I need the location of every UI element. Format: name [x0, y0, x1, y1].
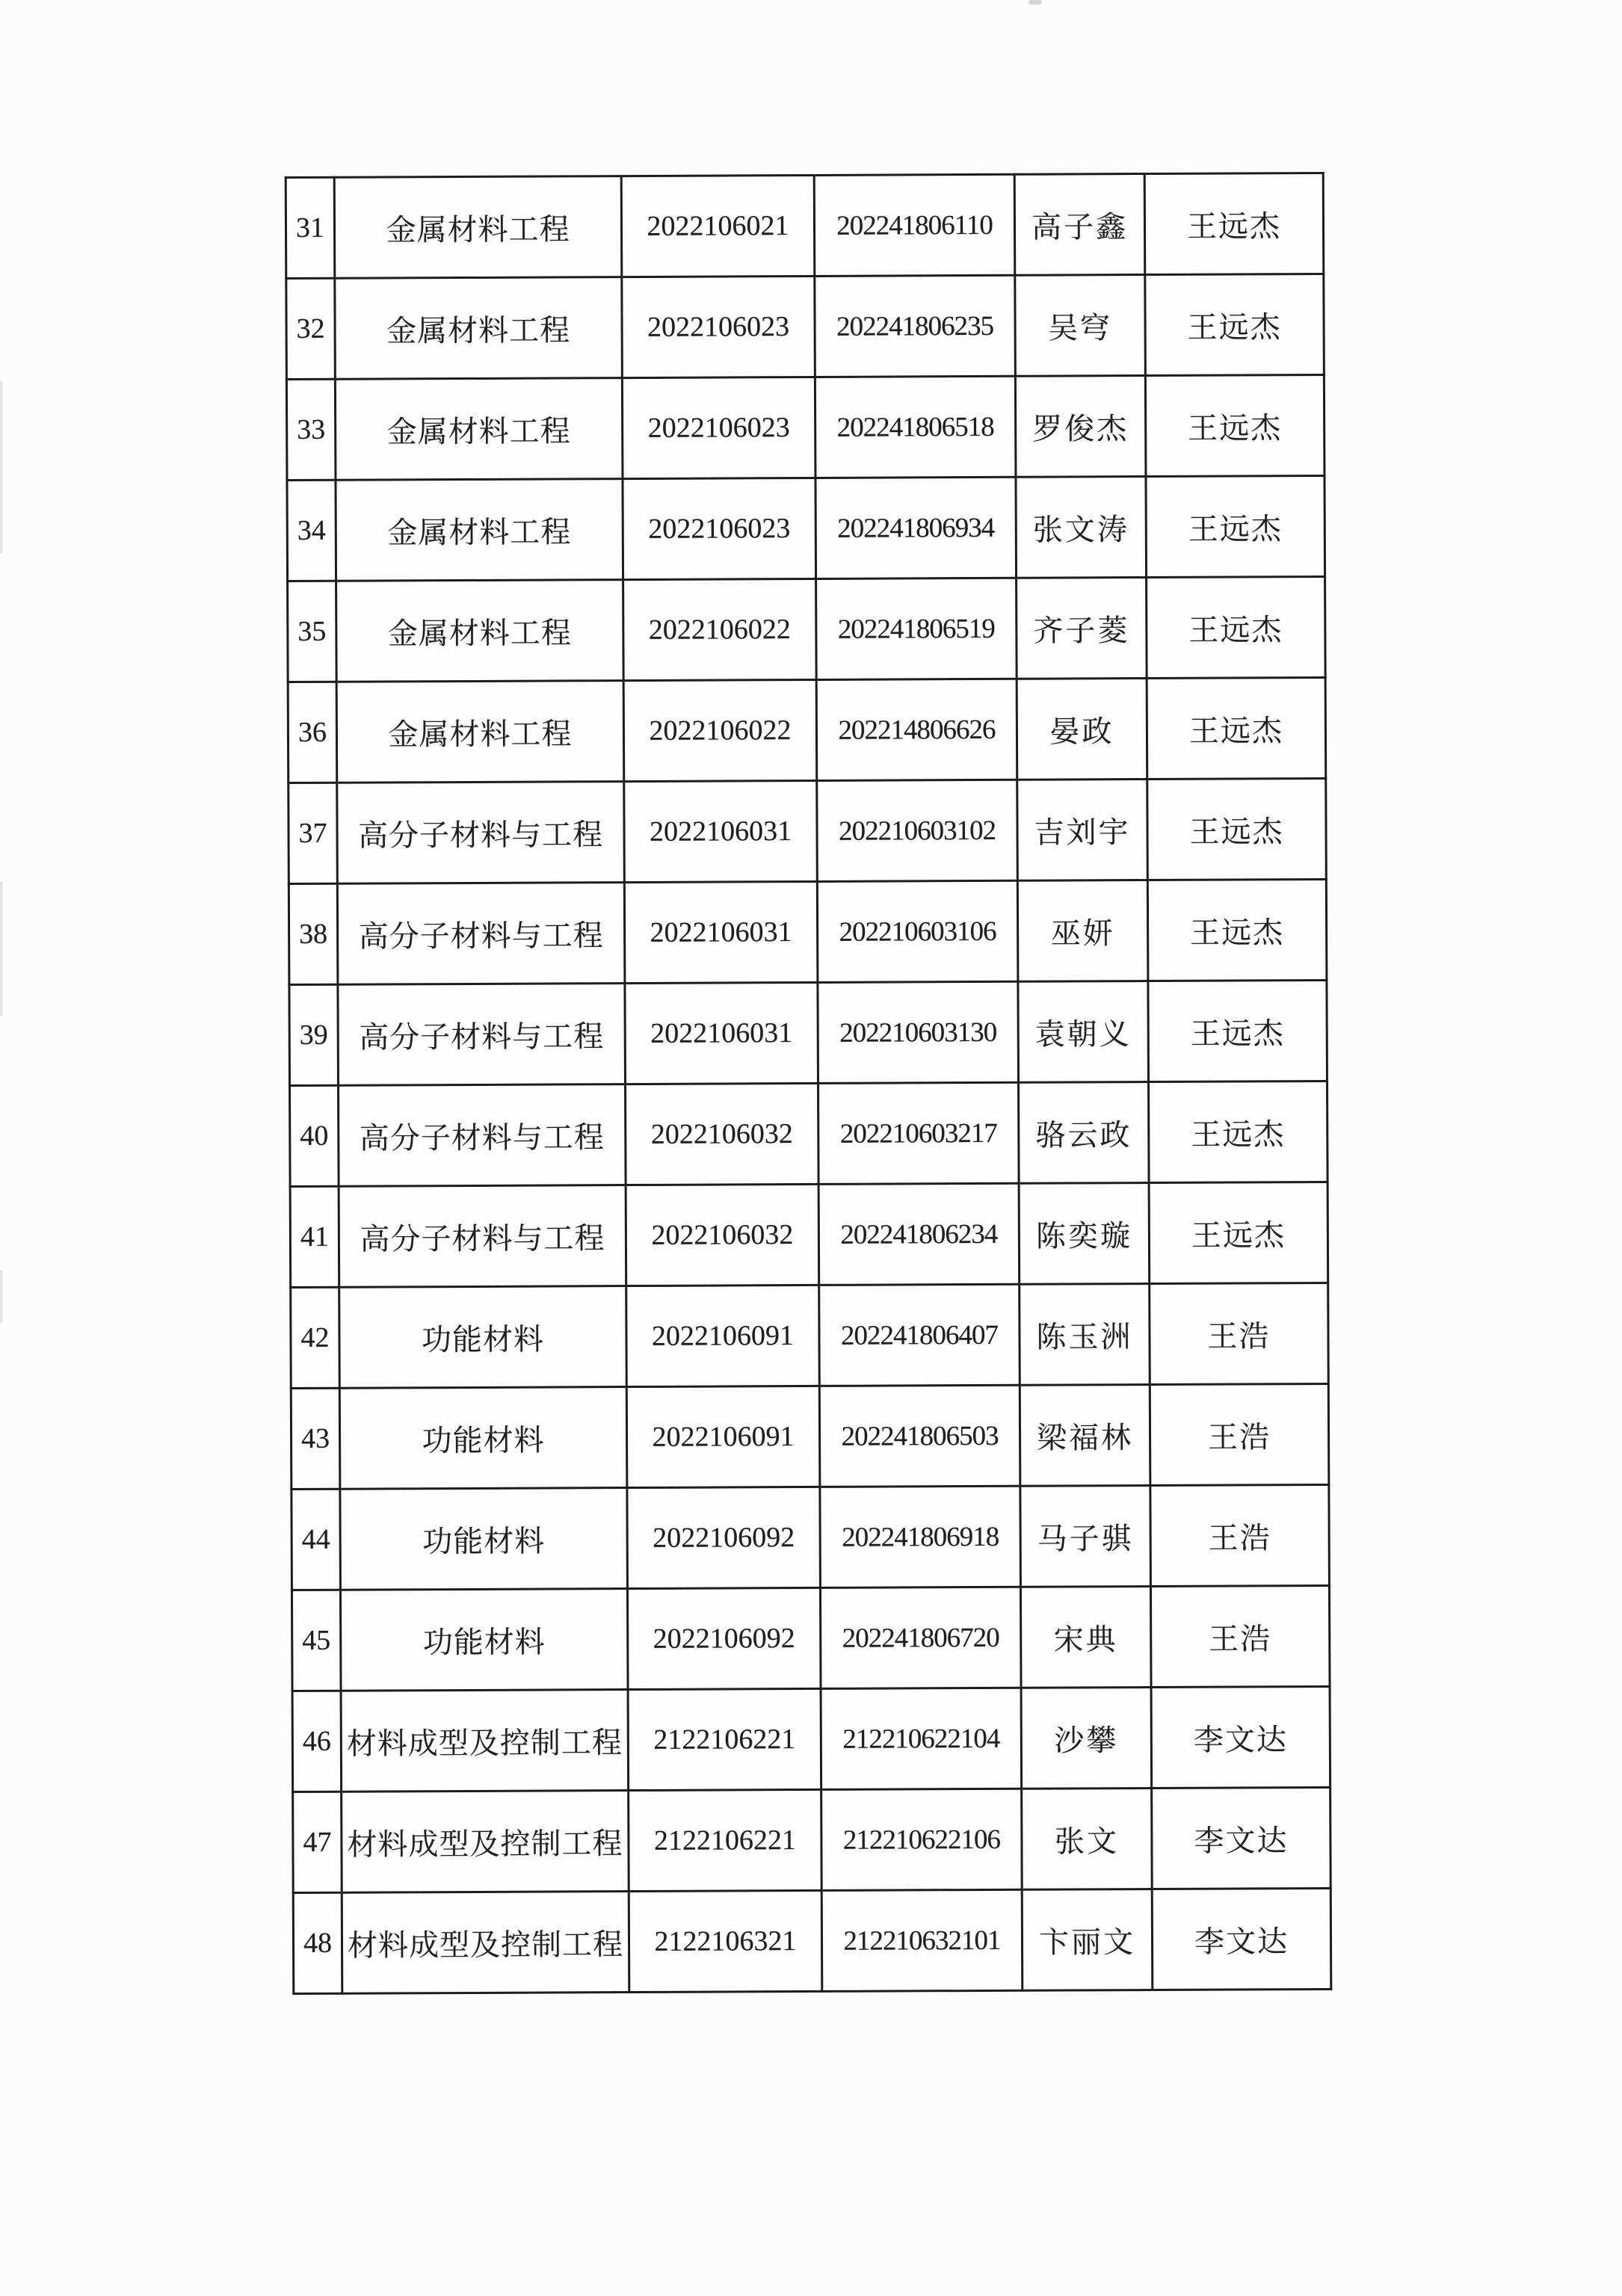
major-cell: 功能材料 [339, 1387, 627, 1490]
student-name-cell: 齐子菱 [1017, 578, 1147, 679]
advisor-cell: 王浩 [1150, 1585, 1330, 1687]
row-number-cell: 43 [291, 1388, 340, 1489]
row-number-cell: 41 [290, 1186, 339, 1287]
advisor-cell: 李文达 [1152, 1787, 1331, 1889]
advisor-cell: 王浩 [1150, 1283, 1329, 1384]
student-id-cell: 202241806235 [815, 275, 1016, 377]
table-row [291, 1283, 1329, 1388]
advisor-cell: 王远杰 [1147, 677, 1326, 779]
student-id-cell: 202241806110 [814, 174, 1015, 276]
class-id-cell: 2122106221 [629, 1789, 822, 1891]
student-id-cell: 202210603102 [817, 780, 1018, 881]
major-cell: 金属材料工程 [335, 277, 623, 380]
class-id-cell: 2022106023 [622, 276, 815, 377]
student-name-cell: 卞丽文 [1022, 1889, 1153, 1991]
major-cell: 高分子材料与工程 [338, 984, 626, 1086]
student-name-cell: 吉刘宇 [1017, 780, 1148, 881]
major-cell: 金属材料工程 [334, 176, 622, 279]
table-row [289, 980, 1327, 1085]
student-id-cell: 202210603217 [818, 1082, 1019, 1184]
student-id-cell: 202214806626 [816, 679, 1017, 780]
major-cell: 高分子材料与工程 [337, 883, 625, 985]
major-cell: 功能材料 [340, 1589, 628, 1691]
table-row [286, 374, 1325, 480]
row-number-cell: 47 [293, 1792, 342, 1892]
student-name-cell: 梁福林 [1020, 1385, 1150, 1487]
table-row [290, 1081, 1328, 1186]
class-id-cell: 2022106031 [624, 780, 818, 882]
table-body [286, 173, 1331, 1993]
row-number-cell: 34 [287, 480, 336, 581]
student-name-cell: 陈玉洲 [1020, 1284, 1150, 1386]
student-name-cell: 巫妍 [1017, 880, 1148, 982]
major-cell: 高分子材料与工程 [337, 782, 625, 884]
advisor-cell: 王浩 [1150, 1484, 1330, 1586]
table-row [292, 1484, 1330, 1590]
student-id-cell: 202241806234 [818, 1183, 1020, 1285]
advisor-cell: 王远杰 [1149, 1182, 1328, 1283]
advisor-cell: 王远杰 [1144, 173, 1324, 274]
class-id-cell: 2022106092 [627, 1487, 821, 1588]
class-id-cell: 2022106021 [621, 175, 815, 277]
row-number-cell: 39 [289, 984, 339, 1085]
student-name-cell: 袁朝义 [1018, 981, 1149, 1083]
row-number-cell: 33 [286, 379, 336, 480]
class-id-cell: 2022106031 [624, 881, 818, 983]
row-number-cell: 31 [286, 177, 335, 278]
advisor-cell: 王远杰 [1145, 274, 1325, 375]
class-id-cell: 2022106022 [623, 679, 817, 781]
scan-edge-artifact [0, 381, 2, 553]
student-name-cell: 沙攀 [1021, 1688, 1152, 1789]
table-row [288, 677, 1326, 783]
student-id-cell: 212210622106 [821, 1789, 1023, 1890]
student-name-cell: 陈奕璇 [1019, 1183, 1150, 1285]
class-id-cell: 2022106092 [627, 1587, 821, 1689]
student-id-cell: 202241806518 [815, 376, 1016, 478]
major-cell: 金属材料工程 [336, 580, 624, 682]
table-row [293, 1787, 1331, 1892]
class-id-cell: 2022106023 [623, 478, 816, 579]
major-cell: 材料成型及控制工程 [341, 1690, 629, 1792]
row-number-cell: 36 [288, 682, 337, 783]
table-row [286, 274, 1325, 379]
major-cell: 金属材料工程 [336, 479, 623, 581]
row-number-cell: 45 [292, 1590, 341, 1691]
row-number-cell: 44 [292, 1489, 341, 1590]
student-name-cell: 马子骐 [1020, 1486, 1151, 1587]
row-number-cell: 35 [288, 581, 337, 682]
row-number-cell: 32 [286, 278, 336, 379]
student-id-cell: 202241806503 [819, 1385, 1020, 1487]
major-cell: 材料成型及控制工程 [342, 1892, 629, 1994]
student-name-cell: 骆云政 [1018, 1082, 1149, 1184]
student-name-cell: 晏政 [1017, 679, 1147, 780]
table-row [290, 1182, 1328, 1287]
class-id-cell: 2122106221 [628, 1688, 821, 1790]
advisor-cell: 王远杰 [1147, 879, 1327, 981]
advisor-cell: 李文达 [1152, 1888, 1331, 1990]
table-row [289, 879, 1327, 984]
student-advisor-assignment-table [285, 172, 1333, 1995]
student-id-cell: 212210622104 [821, 1688, 1022, 1789]
row-number-cell: 46 [292, 1691, 342, 1792]
row-number-cell: 48 [293, 1892, 342, 1993]
class-id-cell: 2022106032 [626, 1184, 819, 1286]
advisor-cell: 李文达 [1151, 1686, 1330, 1788]
class-id-cell: 2022106091 [626, 1285, 820, 1386]
row-number-cell: 40 [290, 1085, 339, 1186]
class-id-cell: 2022106031 [625, 982, 818, 1084]
advisor-cell: 王远杰 [1147, 778, 1327, 880]
class-id-cell: 2022106091 [626, 1386, 820, 1487]
table-row [292, 1686, 1330, 1792]
student-name-cell: 高子鑫 [1014, 174, 1145, 276]
student-name-cell: 吴穹 [1015, 275, 1146, 377]
row-number-cell: 42 [291, 1287, 340, 1388]
major-cell: 高分子材料与工程 [339, 1084, 626, 1187]
student-id-cell: 202241806519 [816, 578, 1017, 679]
student-id-cell: 202241806934 [815, 477, 1017, 578]
class-id-cell: 2022106032 [626, 1083, 819, 1185]
class-id-cell: 2122106321 [629, 1890, 822, 1992]
table-row [291, 1383, 1329, 1489]
student-name-cell: 罗俊杰 [1015, 376, 1146, 478]
advisor-cell: 王远杰 [1148, 980, 1327, 1081]
class-id-cell: 2022106023 [622, 377, 815, 478]
scan-edge-artifact [0, 882, 2, 1016]
table-row [292, 1585, 1330, 1691]
advisor-cell: 王远杰 [1148, 1081, 1327, 1182]
row-number-cell: 37 [289, 783, 338, 883]
student-id-cell: 202241806720 [820, 1587, 1021, 1688]
scan-smudge-artifact [1029, 0, 1042, 4]
row-number-cell: 38 [289, 883, 338, 984]
table-row [289, 778, 1327, 883]
student-name-cell: 张文 [1022, 1789, 1153, 1890]
student-id-cell: 202210603130 [818, 981, 1019, 1083]
student-id-cell: 202241806918 [820, 1486, 1021, 1587]
advisor-cell: 王远杰 [1145, 374, 1325, 476]
major-cell: 高分子材料与工程 [339, 1185, 626, 1288]
advisor-cell: 王远杰 [1146, 475, 1325, 577]
major-cell: 功能材料 [339, 1286, 627, 1389]
student-id-cell: 202210603106 [817, 880, 1018, 982]
table-row [293, 1888, 1331, 1993]
student-advisor-assignment-table-wrap [285, 172, 1333, 1995]
table-row [288, 576, 1326, 682]
advisor-cell: 王远杰 [1147, 576, 1326, 678]
student-name-cell: 张文涛 [1016, 477, 1147, 578]
advisor-cell: 王浩 [1150, 1383, 1329, 1485]
scan-edge-artifact [0, 1271, 2, 1323]
major-cell: 功能材料 [340, 1488, 628, 1590]
major-cell: 金属材料工程 [336, 681, 624, 783]
major-cell: 金属材料工程 [335, 378, 623, 481]
student-name-cell: 宋典 [1020, 1587, 1151, 1688]
student-id-cell: 212210632101 [821, 1889, 1023, 1991]
table-row [287, 475, 1325, 581]
student-id-cell: 202241806407 [819, 1284, 1020, 1386]
class-id-cell: 2022106022 [623, 578, 817, 680]
major-cell: 材料成型及控制工程 [342, 1791, 629, 1893]
table-row [286, 173, 1324, 278]
